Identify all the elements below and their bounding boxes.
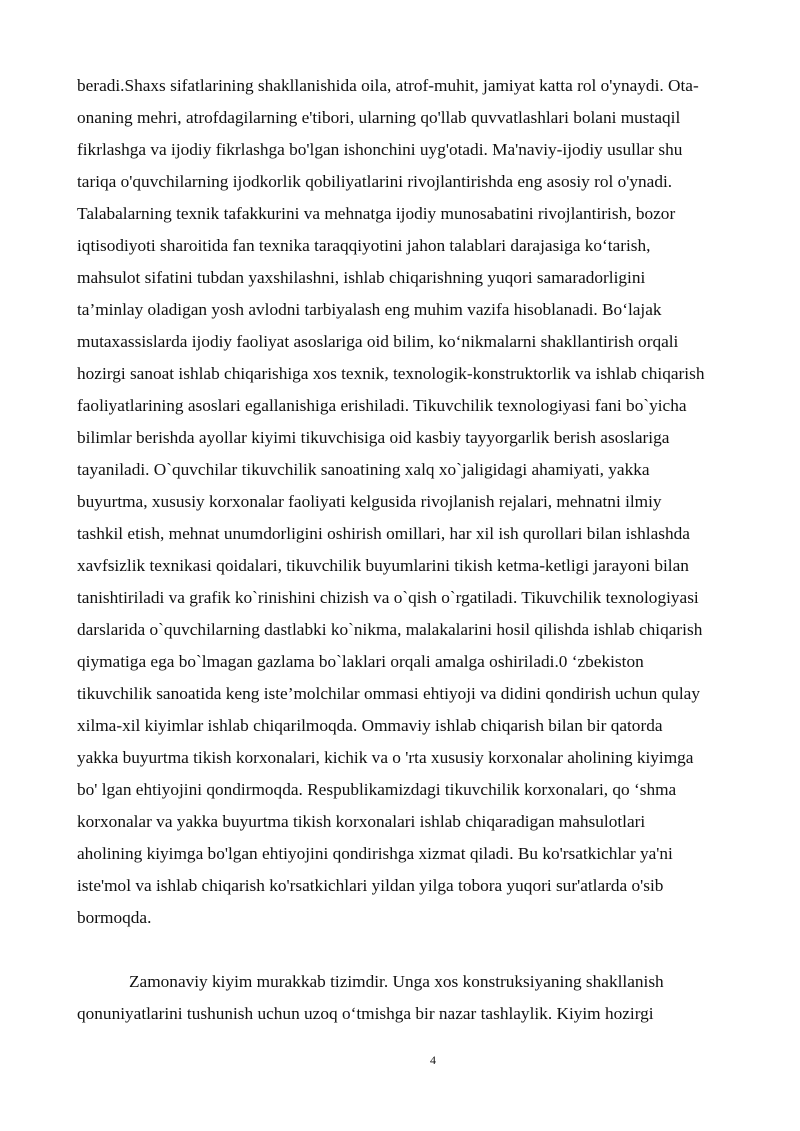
text-line: onaning mehri, atrofdagilarning e'tibori, ularning qo'llab quvvatlashlari bolani mustaqil — [77, 108, 681, 127]
text-line: tashkil etish, mehnat unumdorligini oshirish omillari, har xil ish qurollari bilan ishlashda — [77, 524, 690, 543]
text-line: xavfsizlik texnikasi qoidalari, tikuvchilik buyumlarini tikish ketma-ketligi jarayoni bilan — [77, 556, 689, 575]
text-line: beradi.Shaxs sifatlarining shakllanishida oila, atrof-muhit, jamiyat katta rol o'ynaydi. Ota- — [77, 76, 699, 95]
text-line: hozirgi sanoat ishlab chiqarishiga xos texnik, texnologik-konstruktorlik va ishlab chiqarish — [77, 364, 705, 383]
text-line: korxonalar va yakka buyurtma tikish korxonalari ishlab chiqaradigan mahsulotlari — [77, 812, 646, 831]
text-line: qonuniyatlarini tushunish uchun uzoq oʻtmishga bir nazar tashlaylik. Kiyim hozirgi — [77, 1004, 654, 1023]
text-line: bilimlar berishda ayollar kiyimi tikuvchisiga oid kasbiy tayyorgarlik berish asoslariga — [77, 428, 670, 447]
text-line: Zamonaviy kiyim murakkab tizimdir. Unga xos konstruksiyaning shakllanish — [129, 972, 664, 991]
text-line: iqtisodiyoti sharoitida fan texnika taraqqiyotini jahon talablari darajasiga koʻtarish, — [77, 236, 651, 255]
text-line: bormoqda. — [77, 908, 152, 927]
text-line: mahsulot sifatini tubdan yaxshilashni, ishlab chiqarishning yuqori samaradorligini — [77, 268, 646, 287]
text-line: ta’minlay oladigan yosh avlodni tarbiyalash eng muhim vazifa hisoblanadi. Boʻlajak — [77, 300, 662, 319]
text-line: mutaxassislarda ijodiy faoliyat asoslariga oid bilim, koʻnikmalarni shakllantirish orqali — [77, 332, 679, 351]
text-line: yakka buyurtma tikish korxonalari, kichik va o 'rta xususiy korxonalar aholining kiyimga — [77, 748, 694, 767]
text-line: darslarida o`quvchilarning dastlabki ko`nikma, malakalarini hosil qilishda ishlab chiqarish — [77, 620, 703, 639]
text-line: tayaniladi. O`quvchilar tikuvchilik sanoatining xalq xo`jaligidagi ahamiyati, yakka — [77, 460, 650, 479]
text-line: aholining kiyimga bo'lgan ehtiyojini qondirishga xizmat qiladi. Bu ko'rsatkichlar ya'ni — [77, 844, 673, 863]
text-line: faoliyatlarining asoslari egallanishiga erishiladi. Tikuvchilik texnologiyasi fani bo`yicha — [77, 396, 687, 415]
text-line: fikrlashga va ijodiy fikrlashga bo'lgan ishonchini uyg'otadi. Ma'naviy-ijodiy usullar shu — [77, 140, 683, 159]
text-line: Talabalarning texnik tafakkurini va mehnatga ijodiy munosabatini rivojlantirish, bozor — [77, 204, 676, 223]
text-line: tanishtiriladi va grafik ko`rinishini chizish va o`qish o`rgatiladi. Tikuvchilik texnologiyasi — [77, 588, 699, 607]
text-line: xilma-xil kiyimlar ishlab chiqarilmoqda. Ommaviy ishlab chiqarish bilan bir qatorda — [77, 716, 663, 735]
text-line: qiymatiga ega bo`lmagan gazlama bo`laklari orqali amalga oshiriladi.0 ‘zbekiston — [77, 652, 644, 671]
text-line: buyurtma, xususiy korxonalar faoliyati kelgusida rivojlanish rejalari, mehnatni ilmiy — [77, 492, 662, 511]
text-line: tariqa o'quvchilarning ijodkorlik qobiliyatlarini rivojlantirishda eng asosiy rol o'ynadi. — [77, 172, 673, 191]
page-number: 4 — [430, 1053, 436, 1067]
text-line: tikuvchilik sanoatida keng iste’molchilar ommasi ehtiyoji va didini qondirish uchun qulay — [77, 684, 700, 703]
text-line: bo' lgan ehtiyojini qondirmoqda. Respublikamizdagi tikuvchilik korxonalari, qo ‘shma — [77, 780, 677, 799]
text-line: iste'mol va ishlab chiqarish ko'rsatkichlari yildan yilga tobora yuqori sur'atlarda o'sib — [77, 876, 664, 895]
